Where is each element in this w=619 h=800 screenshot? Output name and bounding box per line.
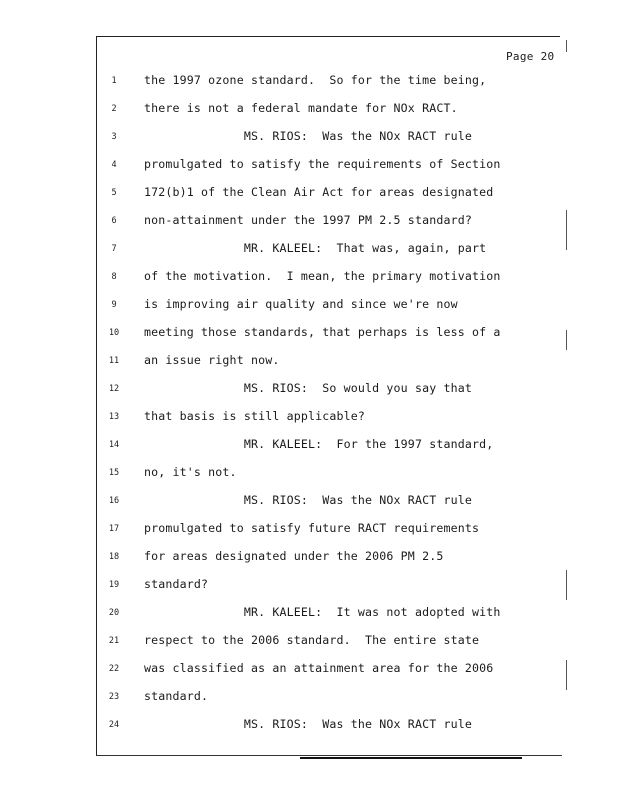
transcript-line [100,576,560,596]
transcript-line [100,604,560,624]
line-text: meeting those standards, that perhaps is less of a [144,325,501,339]
line-number: 12 [108,384,120,394]
transcript-line [100,464,560,484]
line-number: 13 [108,412,120,422]
line-number: 2 [111,104,117,114]
line-text: for areas designated under the 2006 PM 2.5 [144,549,444,563]
line-text: standard? [144,577,209,591]
page-frame-top [96,36,560,37]
line-text: is improving air quality and since we're now [144,297,458,311]
line-number: 10 [108,328,120,338]
line-number: 1 [111,76,117,86]
line-text: an issue right now. [144,353,280,367]
line-number: 21 [108,636,120,646]
transcript-line [100,436,560,456]
transcript-line [100,548,560,568]
page-frame-bottom [96,755,562,756]
page-frame-right-tick [566,40,567,52]
line-number: 24 [108,720,120,730]
line-text: MS. RIOS: Was the NOx RACT rule [144,717,472,731]
line-text: promulgated to satisfy the requirements of Section [144,157,501,171]
line-text: that basis is still applicable? [144,409,366,423]
transcript-line [100,268,560,288]
line-number: 5 [111,188,117,198]
line-number: 20 [108,608,120,618]
line-number: 3 [111,132,117,142]
line-number: 8 [111,272,117,282]
line-text: the 1997 ozone standard. So for the time being, [144,73,487,87]
transcript-line [100,324,560,344]
line-number: 7 [111,244,117,254]
transcript-line [100,660,560,680]
line-text: non-attainment under the 1997 PM 2.5 standard? [144,213,472,227]
line-text: no, it's not. [144,465,237,479]
page-frame-bottom-scan-mark [300,757,522,759]
transcript-line [100,632,560,652]
page-frame-right-tick [566,210,567,250]
line-number: 15 [108,468,120,478]
transcript-line [100,156,560,176]
transcript-line [100,128,560,148]
line-number: 23 [108,692,120,702]
line-number: 17 [108,524,120,534]
transcript-line [100,100,560,120]
transcript-line [100,72,560,92]
line-text: MS. RIOS: Was the NOx RACT rule [144,129,472,143]
line-number: 18 [108,552,120,562]
line-number: 16 [108,496,120,506]
transcript-line [100,380,560,400]
line-text: respect to the 2006 standard. The entire state [144,633,480,647]
line-text: standard. [144,689,209,703]
line-text: MS. RIOS: Was the NOx RACT rule [144,493,472,507]
line-number: 22 [108,664,120,674]
line-number: 11 [108,356,120,366]
transcript-line [100,520,560,540]
page-frame-right-tick [566,660,567,690]
page-frame-left [96,36,97,756]
transcript-line [100,352,560,372]
transcript-line [100,184,560,204]
page-frame-right-tick [566,330,567,350]
transcript-line [100,408,560,428]
line-text: MR. KALEEL: For the 1997 standard, [144,437,494,451]
page-number: Page 20 [506,50,555,63]
line-text: MS. RIOS: So would you say that [144,381,472,395]
line-number: 19 [108,580,120,590]
transcript-line [100,296,560,316]
transcript-line [100,492,560,512]
transcript-line [100,688,560,708]
line-text: there is not a federal mandate for NOx RACT. [144,101,458,115]
line-text: 172(b)1 of the Clean Air Act for areas designated [144,185,494,199]
line-number: 6 [111,216,117,226]
line-text: MR. KALEEL: It was not adopted with [144,605,501,619]
line-text: of the motivation. I mean, the primary motivation [144,269,501,283]
transcript-line [100,240,560,260]
line-text: MR. KALEEL: That was, again, part [144,241,487,255]
transcript-line [100,716,560,736]
page-frame-right-tick [566,570,567,600]
transcript-line [100,212,560,232]
line-text: promulgated to satisfy future RACT requirements [144,521,480,535]
line-text: was classified as an attainment area for the 2006 [144,661,494,675]
line-number: 4 [111,160,117,170]
line-number: 14 [108,440,120,450]
line-number: 9 [111,300,117,310]
